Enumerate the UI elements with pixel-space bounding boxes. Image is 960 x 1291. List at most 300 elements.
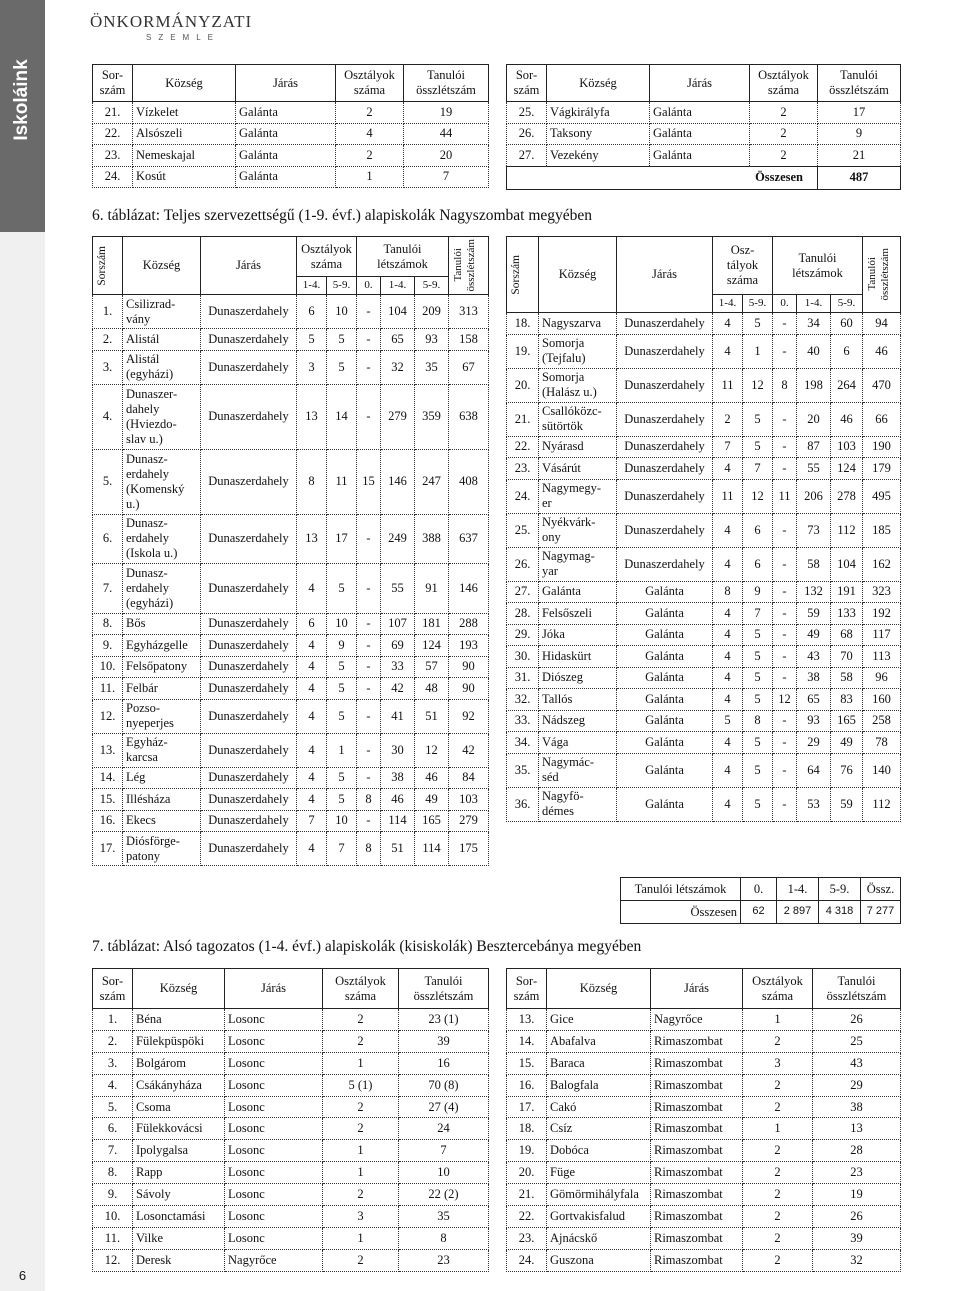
table-cell: Füge [547, 1162, 651, 1184]
table-cell: 23. [93, 145, 133, 167]
summary-header: 0. [741, 878, 777, 901]
table-cell: 93 [797, 710, 831, 732]
col-header-kozseg: Község [547, 969, 651, 1009]
table-cell: - [773, 732, 797, 754]
table-cell: Gortvakisfalud [547, 1206, 651, 1228]
table-cell: Galánta [617, 710, 713, 732]
table-cell: 5. [93, 1096, 133, 1118]
table-cell: Egyházgelle [123, 635, 201, 657]
col-header-jaras: Járás [650, 65, 750, 102]
table-cell: 9. [93, 635, 123, 657]
table-cell: 104 [831, 547, 863, 581]
table-cell: 279 [381, 384, 415, 449]
table-cell: 2 [750, 145, 818, 167]
table-cell: - [773, 753, 797, 787]
table-cell: 20. [507, 1162, 547, 1184]
table-cell: - [357, 699, 381, 733]
table-cell: Dunaszer- dahely (Hviezdo- slav u.) [123, 384, 201, 449]
table-cell: Nagymag- yar [539, 547, 617, 581]
table-cell: 22. [93, 123, 133, 145]
table-cell: 24. [507, 479, 539, 513]
table-cell: - [773, 436, 797, 458]
summary-header: 5-9. [819, 878, 861, 901]
table-cell: 78 [863, 732, 901, 754]
table-row [93, 295, 489, 329]
col-header-kozseg: Község [133, 65, 236, 102]
table-cell: - [773, 547, 797, 581]
table-cell: Hidaskürt [539, 646, 617, 668]
table-cell: 17. [507, 1096, 547, 1118]
col-header-jaras: Járás [236, 65, 336, 102]
table-cell: Dunaszerdahely [617, 368, 713, 402]
table-cell: 1. [93, 295, 123, 329]
table-cell: 29. [507, 624, 539, 646]
table-cell: - [773, 402, 797, 436]
subheader-1-4: 1-4. [297, 277, 327, 295]
table-cell: 46 [381, 789, 415, 811]
table-cell: Ajnácskő [547, 1227, 651, 1249]
table-cell: 5 [743, 787, 773, 821]
table-cell: Losonc [225, 1162, 323, 1184]
table-cell: - [773, 334, 797, 368]
table-cell: 87 [797, 436, 831, 458]
table-cell: 31. [507, 667, 539, 689]
table-cell: 6 [297, 613, 327, 635]
table-cell: 12. [93, 699, 123, 733]
table-cell: - [773, 646, 797, 668]
table-cell: Jóka [539, 624, 617, 646]
table-cell: Galánta [617, 787, 713, 821]
table-cell: 198 [797, 368, 831, 402]
table-cell: Galánta [617, 732, 713, 754]
table-cell: 49 [831, 732, 863, 754]
table-cell: Dunaszerdahely [201, 295, 297, 329]
table-cell: 90 [449, 656, 489, 678]
table-cell: - [357, 295, 381, 329]
table-cell: 92 [449, 699, 489, 733]
table-cell: 5 [327, 564, 357, 614]
table-cell: Galánta [617, 581, 713, 603]
table-row [507, 1249, 901, 1271]
section-tab [0, 0, 45, 232]
col-header-tanuloi: Tanulói összlétszám [399, 969, 489, 1009]
table-cell: Galánta [236, 123, 336, 145]
col-header-jaras: Járás [617, 237, 713, 313]
table-cell: Losonc [225, 1118, 323, 1140]
table-cell: 4 [297, 635, 327, 657]
table-cell: 193 [449, 635, 489, 657]
table-cell: 26 [813, 1009, 901, 1031]
table-cell: 19 [404, 102, 489, 124]
table-cell: Nyékvárk- ony [539, 513, 617, 547]
table-cell: Dunasz- erdahely (egyházi) [123, 564, 201, 614]
table-cell: 5 [327, 329, 357, 351]
table-cell: 1 [323, 1162, 399, 1184]
table-row [93, 449, 489, 514]
col-header-kozseg: Község [123, 237, 201, 295]
table-cell: 5 [327, 789, 357, 811]
table-cell: 2 [323, 1118, 399, 1140]
table-cell: Guszona [547, 1249, 651, 1271]
table-cell: 23 [399, 1249, 489, 1271]
table-cell: 24. [507, 1249, 547, 1271]
table-cell: 10 [327, 810, 357, 832]
table-cell: Balogfala [547, 1074, 651, 1096]
table-row [93, 1052, 489, 1074]
table-cell: Vásárút [539, 458, 617, 480]
table-row [507, 1074, 901, 1096]
table-cell: 35 [415, 350, 449, 384]
table-cell: 4 [713, 334, 743, 368]
table-cell: - [773, 603, 797, 625]
table-cell: Rimaszombat [651, 1162, 743, 1184]
subheader-5-9: 5-9. [327, 277, 357, 295]
table-cell: Losonc [225, 1052, 323, 1074]
table-cell: 12 [415, 733, 449, 767]
table-cell: 4 [297, 656, 327, 678]
table-cell: 4 [297, 832, 327, 866]
table-cell: 388 [415, 514, 449, 564]
table-cell: 288 [449, 613, 489, 635]
table-cell: Gömörmihályfala [547, 1184, 651, 1206]
table-cell: Nagyfö- démes [539, 787, 617, 821]
table-cell: - [773, 667, 797, 689]
table-cell: Béna [133, 1009, 225, 1031]
table-cell: 4 [297, 789, 327, 811]
table-row [93, 329, 489, 351]
table-cell: 38 [381, 767, 415, 789]
table-cell: 5 [327, 656, 357, 678]
table-cell: Dunaszerdahely [617, 547, 713, 581]
table-cell: 6 [743, 547, 773, 581]
table-row [507, 753, 901, 787]
table-cell: Losonc [225, 1184, 323, 1206]
table-cell: Nyárasd [539, 436, 617, 458]
table-cell: Galánta [650, 123, 750, 145]
table-cell: Vágkirályfa [547, 102, 650, 124]
table-row [507, 603, 901, 625]
table-cell: 15. [507, 1052, 547, 1074]
table-cell: 23 [813, 1162, 901, 1184]
subheader-0: 0. [357, 277, 381, 295]
table-cell: 2 [743, 1227, 813, 1249]
table-cell: 13 [297, 514, 327, 564]
table-cell: 117 [863, 624, 901, 646]
table-cell: 359 [415, 384, 449, 449]
table-cell: Dunaszerdahely [617, 436, 713, 458]
table-cell: 18. [507, 313, 539, 335]
table-cell: 5 [743, 624, 773, 646]
table-row [93, 350, 489, 384]
table-cell: Dunaszerdahely [201, 449, 297, 514]
table-cell: 9. [93, 1184, 133, 1206]
table-cell: 30 [381, 733, 415, 767]
table-cell: 146 [449, 564, 489, 614]
table-row [507, 1118, 901, 1140]
table-cell: 2 [743, 1074, 813, 1096]
table-row [507, 479, 901, 513]
table-cell: Dunaszerdahely [617, 313, 713, 335]
table-cell: 2 [323, 1009, 399, 1031]
table-cell: 2 [336, 145, 404, 167]
table-cell: Dunaszerdahely [201, 810, 297, 832]
table-cell: 258 [863, 710, 901, 732]
table-cell: Alistál (egyházi) [123, 350, 201, 384]
table-cell: 44 [404, 123, 489, 145]
table-cell: - [357, 514, 381, 564]
table-cell: 3. [93, 350, 123, 384]
table-cell: 7 [297, 810, 327, 832]
table-cell: 14. [93, 767, 123, 789]
table-cell: Egyház- karcsa [123, 733, 201, 767]
table-cell: 25 [813, 1030, 901, 1052]
table-cell: 39 [813, 1227, 901, 1249]
table-cell: - [357, 656, 381, 678]
table-cell: Rimaszombat [651, 1096, 743, 1118]
table-cell: 3. [93, 1052, 133, 1074]
col-header-tanuloi-letszam: Tanulói létszámok [357, 237, 449, 277]
table-cell: 1. [93, 1009, 133, 1031]
table-cell: 51 [381, 832, 415, 866]
table-cell: 192 [863, 603, 901, 625]
table-row [93, 635, 489, 657]
table-5-right [506, 64, 901, 190]
table-row [93, 1030, 489, 1052]
table-cell: 11. [93, 1227, 133, 1249]
table-cell: Kosút [133, 166, 236, 188]
table-cell: 5 [327, 699, 357, 733]
table-cell: Abafalva [547, 1030, 651, 1052]
table-cell: Ekecs [123, 810, 201, 832]
table-cell: 25. [507, 513, 539, 547]
table-cell: 22 (2) [399, 1184, 489, 1206]
table-cell: - [773, 710, 797, 732]
table-cell: Dunaszerdahely [201, 767, 297, 789]
table-cell: Cakó [547, 1096, 651, 1118]
table-cell: 5 [743, 313, 773, 335]
table-cell: 21 [818, 145, 901, 167]
table-cell: 3 [323, 1206, 399, 1228]
table-cell: 93 [415, 329, 449, 351]
table-cell: Dunaszerdahely [201, 613, 297, 635]
table-cell: 68 [831, 624, 863, 646]
table-cell: 12. [93, 1249, 133, 1271]
table-cell: 2 [743, 1096, 813, 1118]
table-cell: 2 [743, 1249, 813, 1271]
subheader-1-4: 1-4. [797, 295, 831, 313]
table-cell: 124 [831, 458, 863, 480]
table-cell: 323 [863, 581, 901, 603]
table-cell: 8. [93, 1162, 133, 1184]
table-cell: 5 [743, 646, 773, 668]
table-cell: Somorja (Halász u.) [539, 368, 617, 402]
table-cell: 49 [415, 789, 449, 811]
section-label: Iskoláink [11, 59, 32, 141]
table-cell: 278 [831, 479, 863, 513]
table-cell: 112 [863, 787, 901, 821]
summary-value: 2 897 [777, 901, 819, 924]
table-cell: 46 [831, 402, 863, 436]
table-cell: 1 [327, 733, 357, 767]
table-cell: 11 [713, 368, 743, 402]
table-cell: 13. [507, 1009, 547, 1031]
table-cell: Illésháza [123, 789, 201, 811]
table-cell: 4 [713, 547, 743, 581]
table-cell: - [773, 513, 797, 547]
table-cell: 185 [863, 513, 901, 547]
table-cell: 2. [93, 329, 123, 351]
table-cell: 8 [357, 789, 381, 811]
table-cell: Felsőpatony [123, 656, 201, 678]
table-cell: 7 [743, 458, 773, 480]
table-cell: 25. [507, 102, 547, 124]
table-cell: Dunaszerdahely [201, 564, 297, 614]
table-cell: 29 [797, 732, 831, 754]
table-cell: - [357, 733, 381, 767]
table-cell: Dunaszerdahely [201, 656, 297, 678]
table-cell: 35 [399, 1206, 489, 1228]
table-cell: 1 [323, 1227, 399, 1249]
col-header-osztalyok: Osztályok száma [297, 237, 357, 277]
col-header-jaras: Járás [651, 969, 743, 1009]
table-cell: Losonc [225, 1009, 323, 1031]
table-cell: 3 [743, 1052, 813, 1074]
table-cell: 17. [93, 832, 123, 866]
table-cell: 26. [507, 547, 539, 581]
table-cell: 8. [93, 613, 123, 635]
table-cell: - [357, 613, 381, 635]
table-cell: 4. [93, 384, 123, 449]
table-row [93, 767, 489, 789]
table-cell: 206 [797, 479, 831, 513]
table-cell: 179 [863, 458, 901, 480]
table-cell: 2 [743, 1206, 813, 1228]
table-cell: Nagyrőce [651, 1009, 743, 1031]
table-cell: 2 [323, 1096, 399, 1118]
table-row [93, 699, 489, 733]
table-row [507, 313, 901, 335]
table-row [507, 102, 901, 124]
table-cell: 191 [831, 581, 863, 603]
table-cell: Galánta [236, 145, 336, 167]
table-cell: 16. [93, 810, 123, 832]
table-row [507, 732, 901, 754]
table-cell: 21. [507, 402, 539, 436]
table-cell: 27. [507, 581, 539, 603]
table-cell: 11 [327, 449, 357, 514]
table-cell: 5 [743, 732, 773, 754]
table-cell: Rimaszombat [651, 1206, 743, 1228]
table-row [507, 1009, 901, 1031]
table-row [507, 1227, 901, 1249]
table-cell: - [357, 810, 381, 832]
table-cell: 114 [415, 832, 449, 866]
table-cell: Rimaszombat [651, 1030, 743, 1052]
table-cell: Galánta [617, 624, 713, 646]
table-row [93, 656, 489, 678]
table-cell: 7 [399, 1140, 489, 1162]
table-cell: Csíz [547, 1118, 651, 1140]
table-cell: Rimaszombat [651, 1052, 743, 1074]
table-row [507, 667, 901, 689]
table-row [93, 1118, 489, 1140]
table-cell: 2 [750, 102, 818, 124]
table-cell: 48 [415, 678, 449, 700]
total-row [507, 166, 901, 189]
table-cell: 2 [743, 1184, 813, 1206]
table-7-caption: 7. táblázat: Alsó tagozatos (1-4. évf.) alapiskolák (kisiskolák) Besztercebánya megyében [92, 938, 642, 955]
table-cell: 46 [415, 767, 449, 789]
table-row [93, 123, 489, 145]
table-cell: 4 [713, 646, 743, 668]
table-cell: 103 [831, 436, 863, 458]
table-cell: Rimaszombat [651, 1249, 743, 1271]
table-cell: Rimaszombat [651, 1118, 743, 1140]
table-cell: 26 [813, 1206, 901, 1228]
table-cell: Nagymegy- er [539, 479, 617, 513]
table-cell: 14. [507, 1030, 547, 1052]
table-cell: 5. [93, 449, 123, 514]
table-cell: 124 [415, 635, 449, 657]
table-cell: Galánta [617, 603, 713, 625]
table-cell: 24. [93, 166, 133, 188]
table-cell: 18. [507, 1118, 547, 1140]
table-row [507, 1096, 901, 1118]
table-cell: 69 [381, 635, 415, 657]
table-cell: 32 [813, 1249, 901, 1271]
table-cell: 4 [713, 667, 743, 689]
table-cell: Alsószeli [133, 123, 236, 145]
col-header-kozseg: Község [547, 65, 650, 102]
table-row [93, 1249, 489, 1271]
table-cell: 7 [743, 603, 773, 625]
col-header-sorszam: Sor- szám [93, 969, 133, 1009]
table-cell: Alistál [123, 329, 201, 351]
table-cell: Nagyszarva [539, 313, 617, 335]
table-cell: 181 [415, 613, 449, 635]
table-cell: 22. [507, 436, 539, 458]
table-cell: 10 [399, 1162, 489, 1184]
table-row [93, 514, 489, 564]
table-cell: 8 [743, 710, 773, 732]
table-cell: 19 [813, 1184, 901, 1206]
table-cell: 4 [713, 624, 743, 646]
table-row [93, 166, 489, 188]
table-cell: 8 [399, 1227, 489, 1249]
table-cell: Baraca [547, 1052, 651, 1074]
table-cell: 43 [797, 646, 831, 668]
table-cell: - [357, 635, 381, 657]
table-row [93, 678, 489, 700]
table-cell: 96 [863, 667, 901, 689]
table-cell: 83 [831, 689, 863, 711]
table-cell: 35. [507, 753, 539, 787]
table-cell: 1 [323, 1140, 399, 1162]
table-cell: 5 [327, 767, 357, 789]
table-cell: 51 [415, 699, 449, 733]
total-label: Összesen [507, 166, 818, 189]
table-cell: Nádszeg [539, 710, 617, 732]
table-row [93, 102, 489, 124]
table-cell: 55 [797, 458, 831, 480]
table-cell: Fülekpüspöki [133, 1030, 225, 1052]
table-row [507, 1030, 901, 1052]
table-cell: 21. [507, 1184, 547, 1206]
table-cell: 158 [449, 329, 489, 351]
table-row [507, 710, 901, 732]
col-header-osztalyok: Osztályok száma [336, 65, 404, 102]
table-cell: Galánta [236, 102, 336, 124]
